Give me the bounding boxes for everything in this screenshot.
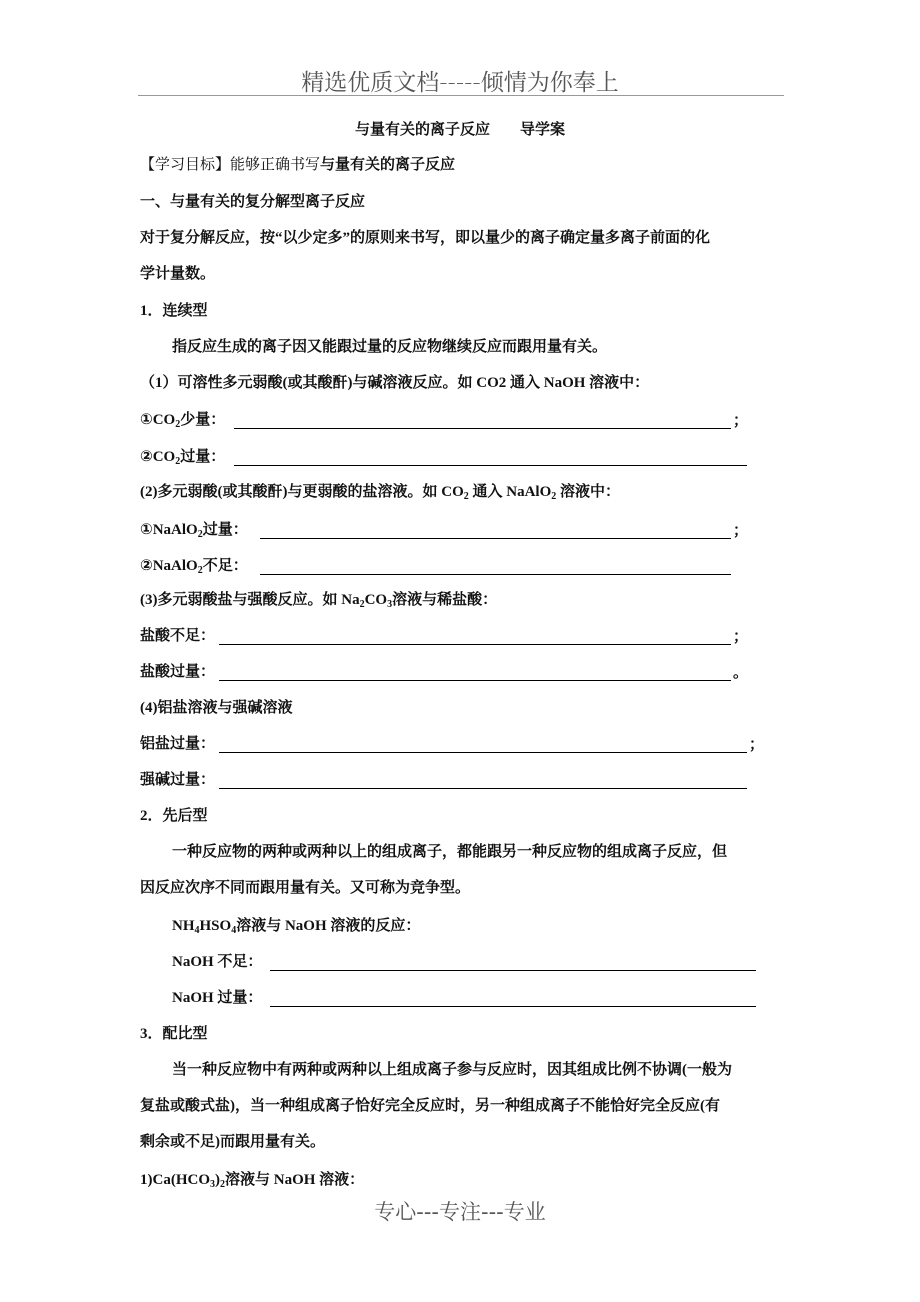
text-line (140, 154, 455, 176)
text-segment: ) (215, 1172, 220, 1188)
punctuation: ； (733, 629, 749, 645)
text-line (140, 625, 215, 647)
text-segment: 2．先后型 (140, 808, 208, 824)
text-line (172, 951, 262, 973)
text-line (140, 1023, 208, 1045)
text-line (140, 1169, 364, 1191)
punctuation: ； (733, 413, 749, 429)
text-segment: 因反应次序不同而跟用量有关。又可称为竞争型。 (140, 880, 471, 896)
text-line (140, 191, 365, 213)
subscript: 2 (359, 599, 365, 610)
text-line (172, 841, 727, 863)
text-line (140, 769, 215, 791)
answer-blank[interactable] (260, 538, 731, 539)
answer-blank[interactable] (219, 752, 747, 753)
text-segment: 一、与量有关的复分解型离子反应 (140, 194, 366, 210)
text-line (140, 697, 293, 719)
text-segment: 溶液与 NaOH 溶液的反应： (236, 918, 421, 934)
text-line (140, 555, 248, 577)
punctuation: ； (749, 737, 765, 753)
document-title (0, 119, 920, 141)
answer-blank[interactable] (234, 465, 747, 466)
text-segment: 溶液与 NaOH 溶液： (225, 1172, 365, 1188)
text-segment: (2)多元弱酸(或其酸酐)与更弱酸的盐溶液。如 CO (140, 484, 464, 500)
text-segment: 强碱过量： (140, 772, 216, 788)
text-segment: 学计量数。 (140, 266, 216, 282)
text-segment: 溶液与稀盐酸： (392, 592, 498, 608)
header-rule (138, 95, 784, 96)
text-line (140, 263, 215, 285)
answer-blank[interactable] (270, 1006, 756, 1007)
subscript: 3 (387, 599, 393, 610)
text-segment: 溶液中： (556, 484, 621, 500)
text-line (172, 336, 607, 358)
text-segment: 一种反应物的两种或两种以上的组成离子，都能跟另一种反应物的组成离子反应，但 (172, 844, 728, 860)
text-line (140, 446, 225, 468)
text-segment: ②NaAlO (140, 558, 198, 574)
text-segment: HSO (199, 918, 232, 934)
text-segment: NaOH 过量： (172, 990, 263, 1006)
subscript: 2 (197, 529, 203, 540)
text-segment: CO (364, 592, 388, 608)
text-segment: 少量： (180, 412, 226, 428)
text-line (140, 1131, 325, 1153)
page-footer: 专心---专注---专业 (374, 1200, 546, 1224)
subscript: 4 (231, 925, 237, 936)
text-line (172, 915, 420, 937)
text-line (140, 805, 208, 827)
text-segment: NaOH 不足： (172, 954, 263, 970)
text-segment: ①NaAlO (140, 522, 198, 538)
text-segment: 不足： (202, 558, 248, 574)
text-line (140, 481, 620, 503)
text-line (140, 372, 649, 394)
subscript: 2 (175, 456, 181, 467)
text-segment: 过量： (180, 449, 226, 465)
text-line (140, 877, 470, 899)
subscript: 3 (210, 1179, 215, 1190)
subscript: 2 (220, 1179, 225, 1190)
punctuation: 。 (733, 665, 749, 681)
subscript: 4 (194, 925, 200, 936)
text-segment: ②CO (140, 449, 176, 465)
subscript: 2 (197, 565, 203, 576)
text-segment: (4)铝盐溶液与强碱溶液 (140, 700, 293, 716)
text-segment: 铝盐过量： (140, 736, 216, 752)
text-segment: 当一种反应物中有两种或两种以上组成离子参与反应时，因其组成比例不协调(一般为 (172, 1062, 732, 1078)
text-line (140, 661, 215, 683)
text-segment: 复盐或酸式盐)，当一种组成离子恰好完全反应时，另一种组成离子不能恰好完全反应(有 (140, 1098, 720, 1114)
text-segment: 对于复分解反应，按“以少定多”的原则来书写，即以量少的离子确定量多离子前面的化 (140, 230, 711, 246)
answer-blank[interactable] (219, 680, 731, 681)
text-segment: 与量有关的离子反应 导学案 (354, 122, 565, 138)
text-segment: 指反应生成的离子因又能跟过量的反应物继续反应而跟用量有关。 (172, 339, 608, 355)
text-segment: 盐酸过量： (140, 664, 216, 680)
text-segment: 盐酸不足： (140, 628, 216, 644)
text-line (140, 589, 497, 611)
text-line (140, 1095, 720, 1117)
text-line (140, 733, 215, 755)
text-segment: 通入 NaAlO (468, 484, 552, 500)
text-segment: 过量： (202, 522, 248, 538)
text-line (172, 987, 262, 1009)
subscript: 2 (463, 491, 469, 502)
text-line (140, 300, 208, 322)
subscript: 2 (551, 491, 557, 502)
text-segment: 1．连续型 (140, 303, 208, 319)
text-line (172, 1059, 732, 1081)
page-header: 精选优质文档-----倾情为你奉上 (301, 70, 619, 96)
text-segment: 3．配比型 (140, 1026, 208, 1042)
text-segment: (3)多元弱酸盐与强酸反应。如 Na (140, 592, 360, 608)
text-line (140, 519, 248, 541)
text-segment: 【学习目标】能够正确书写 (140, 157, 321, 173)
text-segment: ①CO (140, 412, 176, 428)
text-segment: 1)Ca(HCO (140, 1172, 210, 1188)
text-line (140, 227, 710, 249)
answer-blank[interactable] (234, 428, 731, 429)
text-segment: NH (172, 918, 195, 934)
answer-blank[interactable] (260, 574, 731, 575)
answer-blank[interactable] (219, 644, 731, 645)
text-segment: （1）可溶性多元弱酸(或其酸酐)与碱溶液反应。如 CO2 通入 NaOH 溶液中： (140, 375, 650, 391)
text-line (140, 409, 225, 431)
text-segment: 与量有关的离子反应 (320, 157, 456, 173)
subscript: 2 (175, 419, 181, 430)
answer-blank[interactable] (270, 970, 756, 971)
answer-blank[interactable] (219, 788, 747, 789)
text-segment: 剩余或不足)而跟用量有关。 (140, 1134, 325, 1150)
punctuation: ； (733, 523, 749, 539)
